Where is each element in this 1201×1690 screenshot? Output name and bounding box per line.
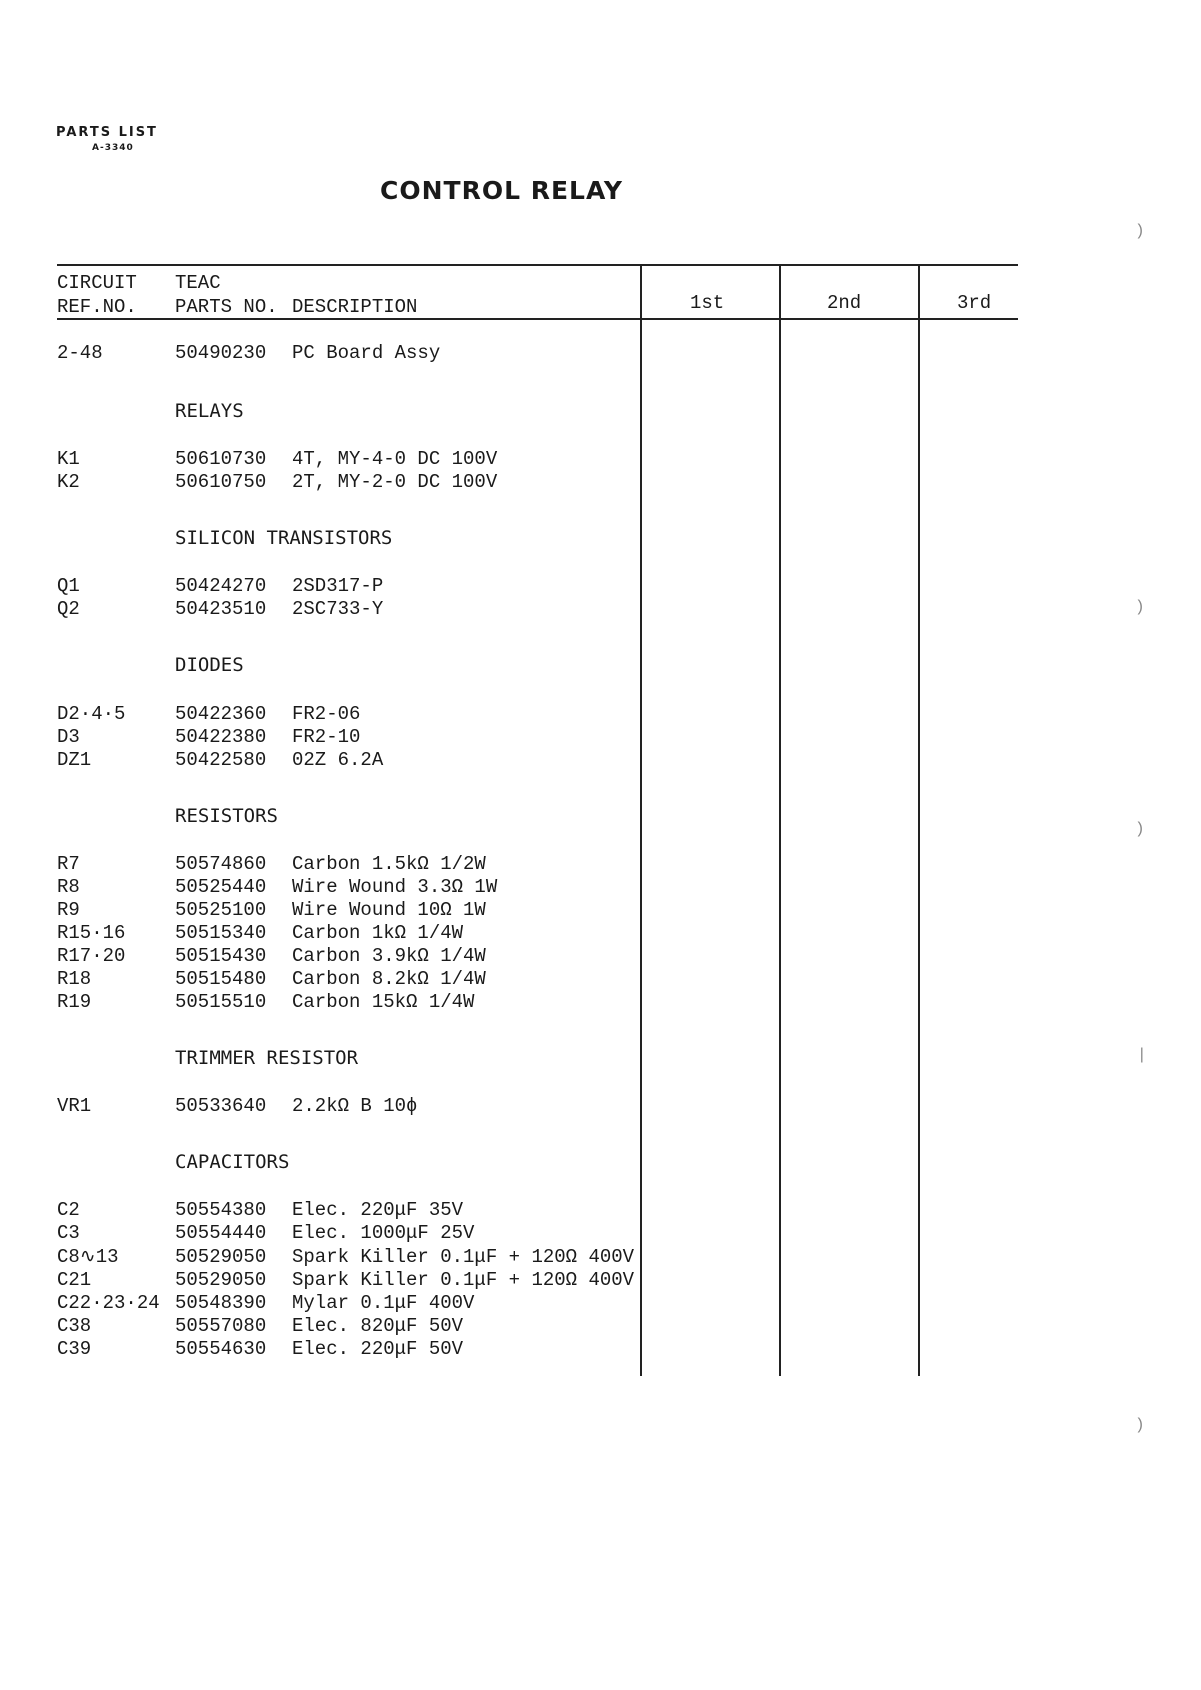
part-description: 2.2kΩ B 10ϕ: [292, 1095, 418, 1117]
col-third: 3rd: [957, 292, 992, 314]
parts-list-label: PARTS LIST: [56, 125, 158, 140]
part-description: FR2-06: [292, 703, 361, 725]
circuit-ref: Q1: [57, 575, 80, 597]
teac-part-no: 50424270: [175, 575, 267, 597]
teac-part-no: 50422580: [175, 749, 267, 771]
teac-part-no: 50610730: [175, 448, 267, 470]
circuit-ref: VR1: [57, 1095, 92, 1117]
circuit-ref: 2-48: [57, 342, 103, 364]
col-second: 2nd: [827, 292, 862, 314]
circuit-ref: R7: [57, 853, 80, 875]
section-heading: TRIMMER RESISTOR: [175, 1047, 359, 1069]
circuit-ref: C39: [57, 1338, 92, 1360]
part-description: 2SD317-P: [292, 575, 384, 597]
part-description: Spark Killer 0.1μF + 120Ω 400V: [292, 1269, 635, 1291]
col-first: 1st: [690, 292, 725, 314]
part-description: Elec. 1000μF 25V: [292, 1222, 475, 1244]
part-description: Carbon 1.5kΩ 1/2W: [292, 853, 486, 875]
section-heading: CAPACITORS: [175, 1151, 290, 1173]
part-description: Elec. 820μF 50V: [292, 1315, 464, 1337]
section-heading: RESISTORS: [175, 805, 278, 827]
circuit-ref: R18: [57, 968, 92, 990]
circuit-ref: R15·16: [57, 922, 126, 944]
part-description: Carbon 3.9kΩ 1/4W: [292, 945, 486, 967]
part-description: Elec. 220μF 50V: [292, 1338, 464, 1360]
teac-part-no: 50557080: [175, 1315, 267, 1337]
margin-mark: ): [1135, 820, 1145, 838]
margin-mark: ): [1135, 1416, 1145, 1434]
circuit-ref: C22·23·24: [57, 1292, 160, 1314]
margin-mark: |: [1137, 1046, 1147, 1064]
column-divider-1st: [640, 264, 642, 1376]
circuit-ref: C3: [57, 1222, 80, 1244]
circuit-ref: Q2: [57, 598, 80, 620]
circuit-ref: D3: [57, 726, 80, 748]
circuit-ref: R19: [57, 991, 92, 1013]
teac-part-no: 50490230: [175, 342, 267, 364]
teac-part-no: 50422380: [175, 726, 267, 748]
circuit-ref: C21: [57, 1269, 92, 1291]
part-description: Carbon 8.2kΩ 1/4W: [292, 968, 486, 990]
column-divider-3rd: [918, 264, 920, 1376]
circuit-ref: DZ1: [57, 749, 92, 771]
teac-part-no: 50422360: [175, 703, 267, 725]
section-heading: SILICON TRANSISTORS: [175, 527, 393, 549]
circuit-ref: K2: [57, 471, 80, 493]
part-description: PC Board Assy: [292, 342, 441, 364]
part-description: Spark Killer 0.1μF + 120Ω 400V: [292, 1246, 635, 1268]
circuit-ref: R9: [57, 899, 80, 921]
section-heading: DIODES: [175, 654, 244, 676]
part-description: Wire Wound 10Ω 1W: [292, 899, 486, 921]
section-heading: RELAYS: [175, 400, 244, 422]
part-description: Carbon 15kΩ 1/4W: [292, 991, 475, 1013]
part-description: Mylar 0.1μF 400V: [292, 1292, 475, 1314]
teac-part-no: 50533640: [175, 1095, 267, 1117]
model-number: A-3340: [92, 143, 134, 153]
table-top-rule: [57, 264, 1018, 266]
circuit-ref: R8: [57, 876, 80, 898]
part-description: 02Z 6.2A: [292, 749, 384, 771]
col-circuit-bottom: REF.NO.: [57, 296, 137, 318]
teac-part-no: 50554630: [175, 1338, 267, 1360]
part-description: Carbon 1kΩ 1/4W: [292, 922, 464, 944]
margin-mark: ): [1135, 598, 1145, 616]
page-title: CONTROL RELAY: [380, 176, 624, 205]
circuit-ref: C38: [57, 1315, 92, 1337]
teac-part-no: 50423510: [175, 598, 267, 620]
circuit-ref: R17·20: [57, 945, 126, 967]
teac-part-no: 50529050: [175, 1269, 267, 1291]
circuit-ref: C8∿13: [57, 1246, 119, 1268]
col-description: DESCRIPTION: [292, 296, 418, 318]
teac-part-no: 50525100: [175, 899, 267, 921]
teac-part-no: 50515430: [175, 945, 267, 967]
part-description: Elec. 220μF 35V: [292, 1199, 464, 1221]
circuit-ref: D2·4·5: [57, 703, 126, 725]
column-divider-2nd: [779, 264, 781, 1376]
teac-part-no: 50515340: [175, 922, 267, 944]
teac-part-no: 50554440: [175, 1222, 267, 1244]
teac-part-no: 50574860: [175, 853, 267, 875]
teac-part-no: 50515480: [175, 968, 267, 990]
teac-part-no: 50610750: [175, 471, 267, 493]
part-description: 2T, MY-2-0 DC 100V: [292, 471, 498, 493]
table-header-rule: [57, 318, 1018, 320]
teac-part-no: 50529050: [175, 1246, 267, 1268]
col-teac-top: TEAC: [175, 272, 221, 294]
part-description: 2SC733-Y: [292, 598, 384, 620]
teac-part-no: 50554380: [175, 1199, 267, 1221]
col-circuit-top: CIRCUIT: [57, 272, 137, 294]
part-description: Wire Wound 3.3Ω 1W: [292, 876, 498, 898]
col-teac-bottom: PARTS NO.: [175, 296, 278, 318]
part-description: 4T, MY-4-0 DC 100V: [292, 448, 498, 470]
teac-part-no: 50548390: [175, 1292, 267, 1314]
part-description: FR2-10: [292, 726, 361, 748]
margin-mark: ): [1135, 222, 1145, 240]
circuit-ref: K1: [57, 448, 80, 470]
circuit-ref: C2: [57, 1199, 80, 1221]
teac-part-no: 50515510: [175, 991, 267, 1013]
teac-part-no: 50525440: [175, 876, 267, 898]
